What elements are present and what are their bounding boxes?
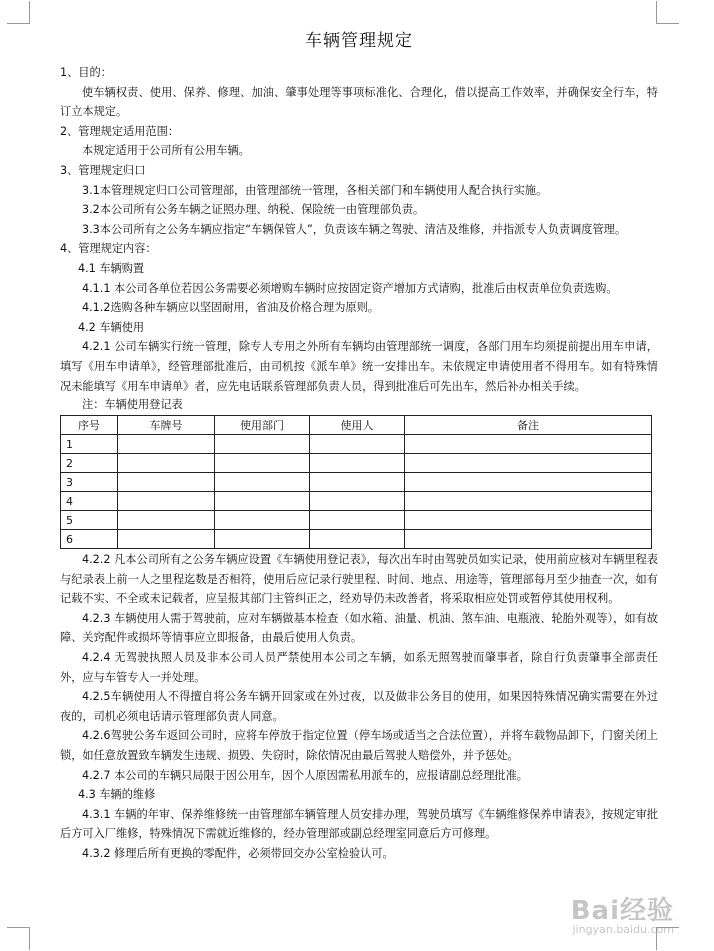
table-cell — [215, 435, 310, 454]
table-cell — [310, 473, 405, 492]
document-page — [60, 30, 658, 864]
document-title: 车辆管理规定 — [305, 31, 413, 51]
page-corner-mark-top-right — [656, 1, 679, 24]
clause-4-1-1: 4.1.1 本公司各单位若因公务需要必须增购车辆时应按固定资产增加方式请购，批准后由权责单位负责选购。 — [82, 281, 618, 295]
clause-4-2-4: 4.2.4 无驾驶执照人员及非本公司人员严禁使用本公司之车辆，如系无照驾驶而肇事者，除自行负责肇事全部责任外，应与车管专人一并处理。 — [60, 651, 658, 684]
section-1-paragraph: 使车辆权责、使用、保养、修理、加油、肇事处理等事项标准化、合理化，借以提高工作效率，并确保安全行车，特订立本规定。 — [60, 85, 658, 119]
table-cell — [405, 454, 652, 473]
table-cell — [405, 435, 652, 454]
table-row — [61, 511, 652, 530]
subsection-4-1-heading: 4.1 车辆购置 — [78, 261, 145, 275]
clause-4-1-2: 4.1.2选购各种车辆应以坚固耐用，省油及价格合理为原则。 — [82, 301, 379, 315]
table-cell — [405, 511, 652, 530]
table-cell — [310, 530, 405, 549]
table-row — [61, 530, 652, 549]
baidu-jingyan-watermark — [571, 890, 674, 936]
table-cell-index: 1 — [61, 435, 118, 454]
table-caption: 注：车辆使用登记表 — [82, 398, 183, 412]
table-cell — [310, 435, 405, 454]
column-header-plate: 车牌号 — [118, 416, 215, 435]
column-header-remarks: 备注 — [405, 416, 652, 435]
section-2-heading: 2、管理规定适用范围： — [60, 124, 179, 138]
table-cell — [118, 473, 215, 492]
clause-4-2-1: 4.2.1 公司车辆实行统一管理，除专人专用之外所有车辆均由管理部统一调度，各部门用车均须提前提出用车申请，填写《用车申请单》，经管理部批准后，由司机按《派车单》统一安排出车。未依规定申请使用者不得用车。如有特殊情况未能填写《用车申请单》者，应先电话联系管理部负责人员，得到批准后可先出车，然后补办相关手续。 — [60, 340, 658, 393]
table-header-row — [61, 416, 652, 435]
clause-4-2-7: 4.2.7 本公司的车辆只局限于因公用车，因个人原因需私用派车的，应报请副总经理批准。 — [82, 768, 528, 782]
clause-4-2-5: 4.2.5车辆使用人不得擅自将公务车辆开回家或在外过夜，以及做非公务目的使用，如果因特殊情况确实需要在外过夜的，司机必须电话请示管理部负责人同意。 — [60, 690, 658, 723]
clause-4-3-2: 4.3.2 修理后所有更换的零配件，必须带回交办公室检验认可。 — [82, 847, 394, 860]
table-cell — [405, 473, 652, 492]
table-cell — [118, 435, 215, 454]
column-header-index: 序号 — [61, 416, 118, 435]
clause-3-3: 3.3本公司所有之公务车辆应指定“车辆保管人”，负责该车辆之驾驶、清洁及维修，并指派专人负责调度管理。 — [82, 222, 627, 236]
watermark-url: jingyan.baidu.com — [572, 923, 674, 936]
table-cell — [118, 511, 215, 530]
table-cell — [310, 454, 405, 473]
section-1-heading: 1、目的： — [60, 66, 112, 79]
watermark-brand: Bai经验 — [570, 896, 674, 926]
table-cell — [310, 492, 405, 511]
table-cell — [215, 511, 310, 530]
table-cell — [215, 492, 310, 511]
clause-4-2-6: 4.2.6驾驶公务车返回公司时，应将车停放于指定位置（停车场或适当之合法位置），并将车载物品卸下，门窗关闭上锁，如任意放置致车辆发生违规、损毁、失窃时，除依情况由最后驾驶人赔偿外，并予惩处。 — [60, 729, 658, 763]
clause-3-2: 3.2本公司所有公务车辆之证照办理、纳税、保险统一由管理部负责。 — [82, 203, 425, 217]
clause-3-1: 3.1本管理规定归口公司管理部，由管理部统一管理，各相关部门和车辆使用人配合执行实施。 — [82, 183, 548, 197]
section-4-heading: 4、管理规定内容： — [60, 242, 157, 256]
clause-4-3-1: 4.3.1 车辆的年审、保养维修统一由管理部车辆管理人员安排办理，驾驶员填写《车辆维修保养申请表》，按规定审批后方可入厂维修，特殊情况下需就近维修的，经办管理部或副总经理室同意后方可修理。 — [60, 807, 658, 841]
subsection-4-3-heading: 4.3 车辆的维修 — [78, 788, 156, 802]
page-corner-mark-bottom-left — [7, 927, 30, 950]
vehicle-usage-log-table — [60, 415, 652, 549]
table-row — [61, 492, 652, 511]
page-corner-mark-top-left — [7, 1, 30, 24]
table-row — [61, 454, 652, 473]
table-cell — [215, 530, 310, 549]
subsection-4-2-heading: 4.2 车辆使用 — [78, 320, 145, 334]
table-cell-index: 4 — [61, 492, 118, 511]
table-cell-index: 6 — [61, 530, 118, 549]
column-header-user: 使用人 — [310, 416, 405, 435]
table-cell — [405, 530, 652, 549]
clause-4-2-3: 4.2.3 车辆使用人需于驾驶前，应对车辆做基本检查（如水箱、油量、机油、煞车油、电瓶液、轮胎外观等），如有故障、关窍配件或损坏等情事应立即报备，由最后使用人负责。 — [60, 611, 658, 645]
table-cell-index: 2 — [61, 454, 118, 473]
clause-4-2-2: 4.2.2 凡本公司所有之公务车辆应设置《车辆使用登记表》，每次出车时由驾驶员如实记录，使用前应核对车辆里程表与纪录表上前一人之里程迄数是否相符，使用后应记录行驶里程、时间、地点、用途等，管理部每月至少抽查一次，如有记载不实、不全或未记载者，应呈报其部门主管纠正之，经劝导仍未改善者，将采取相应处罚或暂停其使用权利。 — [60, 553, 658, 606]
table-cell — [118, 530, 215, 549]
table-cell-index: 3 — [61, 473, 118, 492]
table-cell — [118, 454, 215, 473]
table-cell — [118, 492, 215, 511]
table-cell-index: 5 — [61, 511, 118, 530]
section-2-paragraph: 本规定适用于公司所有公用车辆。 — [82, 144, 250, 158]
table-cell — [405, 492, 652, 511]
table-cell — [215, 473, 310, 492]
table-row — [61, 435, 652, 454]
table-cell — [310, 511, 405, 530]
column-header-department: 使用部门 — [215, 416, 310, 435]
table-cell — [215, 454, 310, 473]
section-3-heading: 3、管理规定归口 — [60, 163, 146, 177]
table-row — [61, 473, 652, 492]
